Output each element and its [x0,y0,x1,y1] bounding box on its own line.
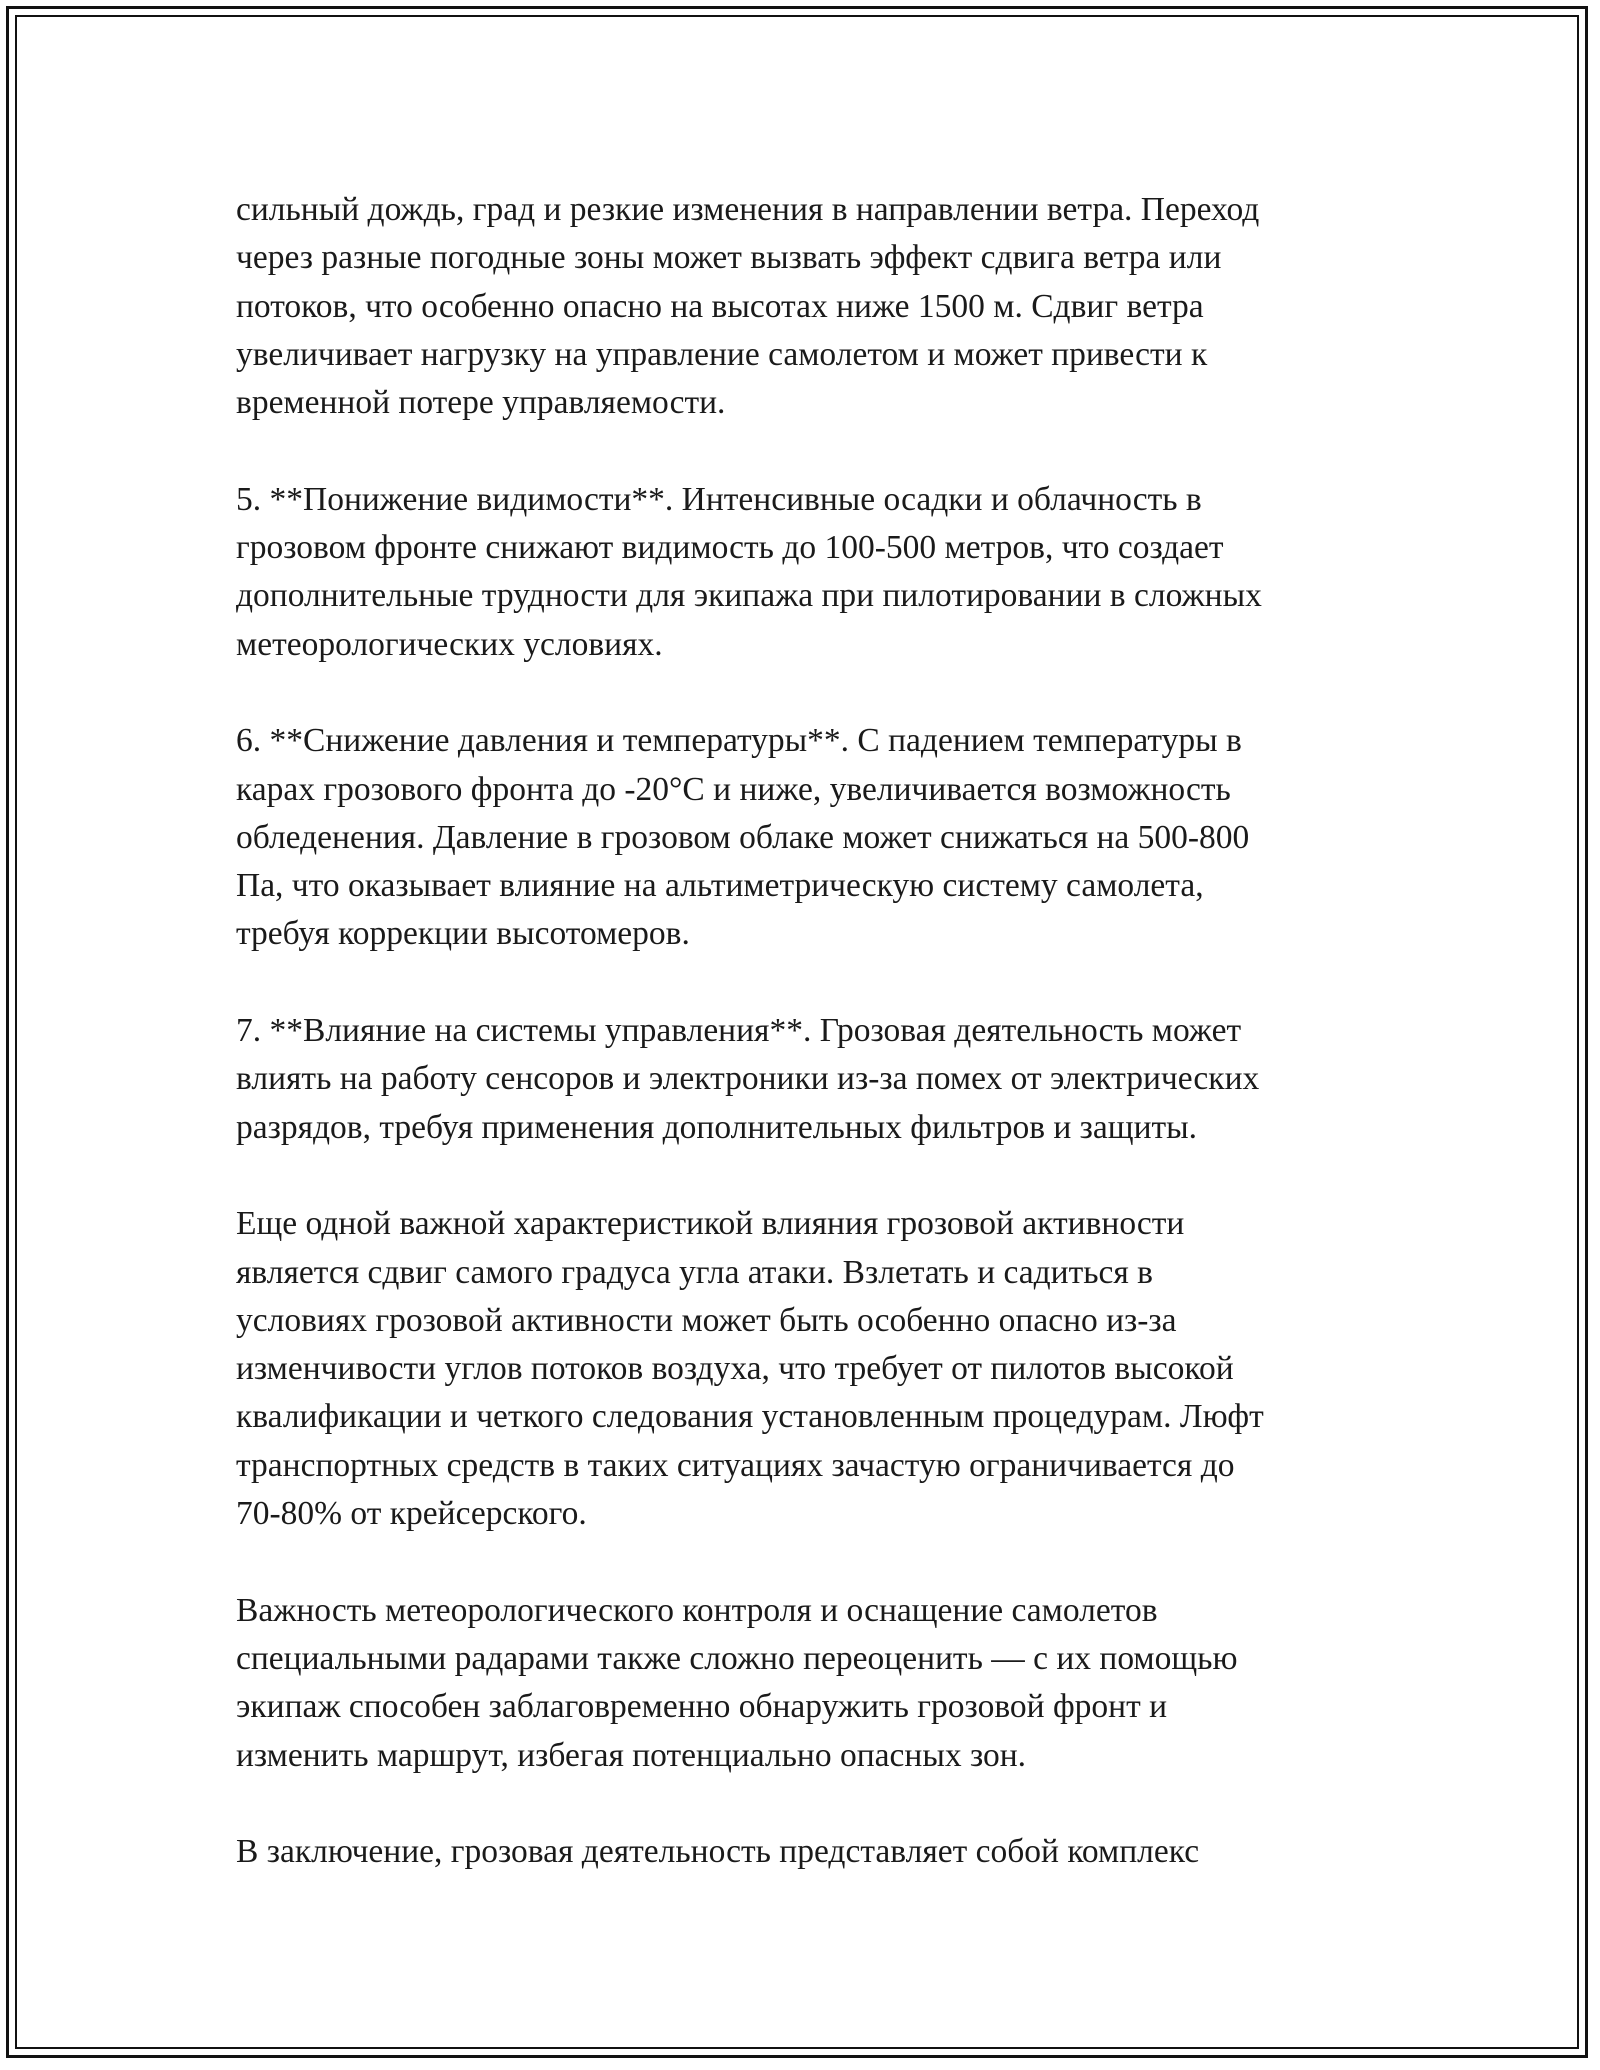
text-line: сильный дождь, град и резкие изменения в направлении ветра. Переход [236,191,1260,228]
text-line: увеличивает нагрузку на управление самолетом и может привести к [236,335,1208,373]
text-line: через разные погодные зоны может вызвать эффект сдвига ветра или [236,239,1222,277]
text-line: временной потере управляемости. [236,384,726,422]
text-line: метеорологических условиях. [236,625,663,663]
text-line: специальными радарами также сложно переоценить — с их помощью [236,1639,1238,1677]
text-line: требуя коррекции высотомеров. [236,915,690,953]
paragraph-wind-shear [236,186,1396,427]
text-line: влиять на работу сенсоров и электроники из-за помех от электрических [236,1060,1260,1098]
text-line: 5. **Понижение видимости**. Интенсивные осадки и облачность в [236,480,1202,518]
paragraph-angle-of-attack [236,1200,1396,1538]
text-line: изменить маршрут, избегая потенциально опасных зон. [236,1736,1027,1774]
paragraph-control-systems [236,1007,1396,1152]
text-line: разрядов, требуя применения дополнительных фильтров и защиты. [236,1108,1198,1146]
text-line: 7. **Влияние на системы управления**. Грозовая деятельность может [236,1012,1242,1050]
paragraph-weather-radar [236,1587,1396,1780]
text-line: 6. **Снижение давления и температуры**. С падением температуры в [236,722,1242,760]
text-line: Па, что оказывает влияние на альтиметрическую систему самолета, [236,867,1204,905]
text-line: В заключение, грозовая деятельность представляет собой комплекс [236,1833,1200,1871]
text-line: экипаж способен заблаговременно обнаружить грозовой фронт и [236,1688,1168,1726]
paragraph-visibility [236,476,1396,669]
text-line: условиях грозовой активности может быть особенно опасно из-за [236,1301,1177,1339]
text-line: обледенения. Давление в грозовом облаке может снижаться на 500-800 [236,818,1250,856]
paragraph-pressure-temperature [236,717,1396,958]
text-line: квалификации и четкого следования установленным процедурам. Люфт [236,1398,1264,1436]
text-line: дополнительные трудности для экипажа при пилотировании в сложных [236,577,1262,615]
text-line: грозовом фронте снижают видимость до 100-500 метров, что создает [236,529,1224,567]
text-line: является сдвиг самого градуса угла атаки. Взлетать и садиться в [236,1253,1153,1291]
text-line: Еще одной важной характеристикой влияния грозовой активности [236,1205,1185,1243]
document-body [236,186,1396,1876]
text-line: потоков, что особенно опасно на высотах ниже 1500 м. Сдвиг ветра [236,287,1204,325]
text-line: 70-80% от крейсерского. [236,1495,587,1533]
text-line: изменчивости углов потоков воздуха, что требует от пилотов высокой [236,1350,1234,1388]
text-line: карах грозового фронта до -20°C и ниже, увеличивается возможность [236,770,1231,808]
text-line: транспортных средств в таких ситуациях зачастую ограничивается до [236,1446,1235,1484]
paragraph-conclusion [236,1828,1396,1876]
text-line: Важность метеорологического контроля и оснащение самолетов [236,1591,1158,1629]
